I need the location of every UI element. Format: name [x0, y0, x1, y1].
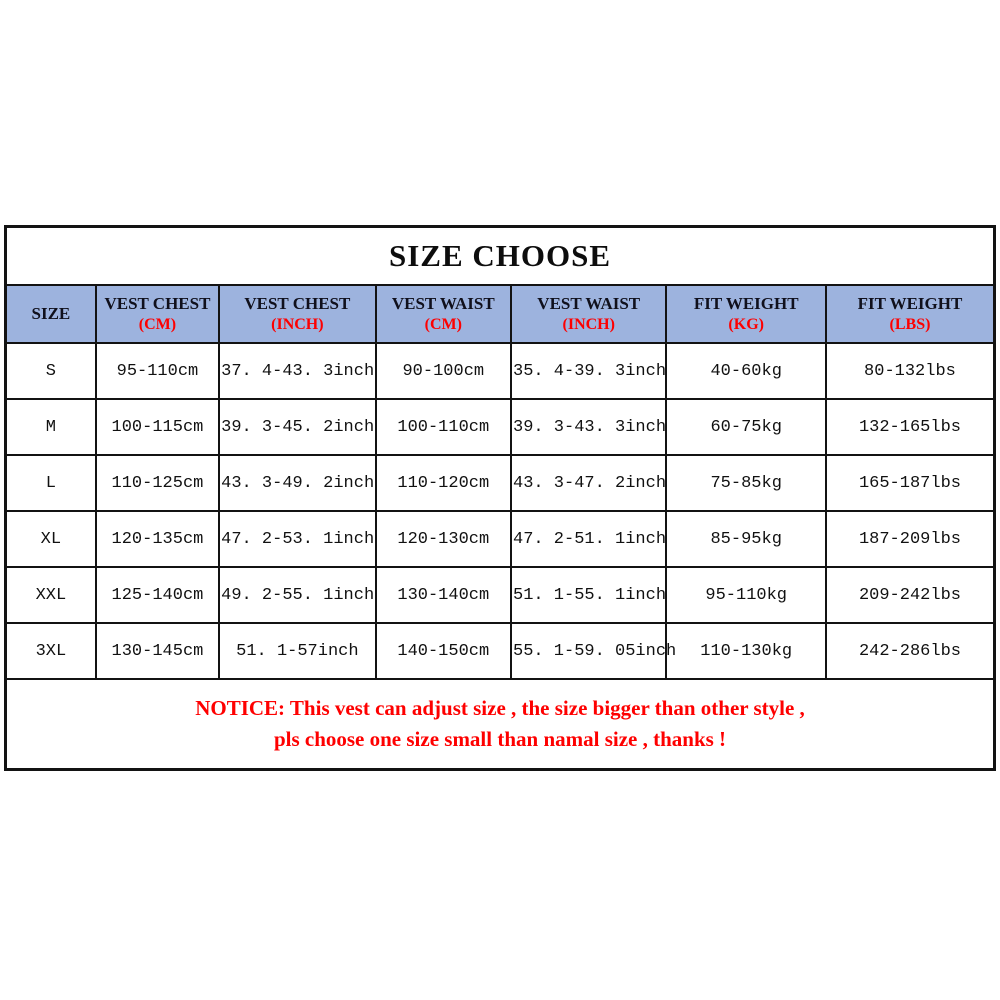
- column-header-unit: (CM): [424, 315, 462, 333]
- measurement-cell: 120-130cm: [376, 511, 511, 567]
- column-header-unit: (INCH): [271, 315, 324, 333]
- measurement-cell: 110-120cm: [376, 455, 511, 511]
- column-header-label: SIZE: [31, 304, 71, 324]
- column-header-label: VEST CHEST: [244, 294, 351, 314]
- size-label-cell: S: [6, 343, 96, 399]
- measurement-cell: 100-115cm: [96, 399, 219, 455]
- measurement-cell: 110-125cm: [96, 455, 219, 511]
- measurement-cell: 40-60kg: [666, 343, 825, 399]
- table-row: [6, 567, 995, 623]
- measurement-cell: 85-95kg: [666, 511, 825, 567]
- measurement-cell: 55. 1-59. 05inch: [511, 623, 666, 679]
- measurement-cell: 130-145cm: [96, 623, 219, 679]
- size-label-cell: L: [6, 455, 96, 511]
- column-header-unit: (CM): [138, 315, 177, 333]
- measurement-cell: 49. 2-55. 1inch: [219, 567, 375, 623]
- column-header-unit: (LBS): [889, 315, 931, 333]
- title-row: [6, 227, 995, 286]
- measurement-cell: 209-242lbs: [826, 567, 995, 623]
- measurement-cell: 132-165lbs: [826, 399, 995, 455]
- size-chart-table: [4, 225, 996, 771]
- table-row: [6, 455, 995, 511]
- notice-line-1: NOTICE: This vest can adjust size , the size bigger than other style ,: [195, 695, 805, 720]
- table-row: [6, 343, 995, 399]
- measurement-cell: 43. 3-47. 2inch: [511, 455, 666, 511]
- measurement-cell: 75-85kg: [666, 455, 825, 511]
- column-header-label: FIT WEIGHT: [857, 294, 963, 314]
- measurement-cell: 95-110cm: [96, 343, 219, 399]
- measurement-cell: 100-110cm: [376, 399, 511, 455]
- measurement-cell: 39. 3-43. 3inch: [511, 399, 666, 455]
- measurement-cell: 51. 1-55. 1inch: [511, 567, 666, 623]
- measurement-cell: 37. 4-43. 3inch: [219, 343, 375, 399]
- column-header: [376, 285, 511, 343]
- measurement-cell: 242-286lbs: [826, 623, 995, 679]
- header-row: [6, 285, 995, 343]
- column-header-label: FIT WEIGHT: [693, 294, 799, 314]
- notice-text: [6, 679, 995, 770]
- measurement-cell: 120-135cm: [96, 511, 219, 567]
- size-label-cell: 3XL: [6, 623, 96, 679]
- measurement-cell: 47. 2-51. 1inch: [511, 511, 666, 567]
- measurement-cell: 110-130kg: [666, 623, 825, 679]
- column-header-unit: (KG): [728, 315, 764, 333]
- column-header: [219, 285, 375, 343]
- measurement-cell: 165-187lbs: [826, 455, 995, 511]
- column-header-unit: (INCH): [562, 315, 615, 333]
- table-row: [6, 511, 995, 567]
- column-header-label: VEST CHEST: [104, 294, 211, 314]
- column-header: [666, 285, 825, 343]
- column-header: [6, 285, 96, 343]
- measurement-cell: 130-140cm: [376, 567, 511, 623]
- column-header-label: VEST WAIST: [391, 294, 495, 314]
- notice-line-2: pls choose one size small than namal size , thanks !: [273, 727, 727, 751]
- measurement-cell: 95-110kg: [666, 567, 825, 623]
- measurement-cell: 187-209lbs: [826, 511, 995, 567]
- measurement-cell: 35. 4-39. 3inch: [511, 343, 666, 399]
- table-row: [6, 399, 995, 455]
- column-header: [511, 285, 666, 343]
- column-header: [826, 285, 995, 343]
- measurement-cell: 43. 3-49. 2inch: [219, 455, 375, 511]
- measurement-cell: 60-75kg: [666, 399, 825, 455]
- table-body: [6, 343, 995, 679]
- column-header: [96, 285, 219, 343]
- measurement-cell: 90-100cm: [376, 343, 511, 399]
- measurement-cell: 80-132lbs: [826, 343, 995, 399]
- size-label-cell: XXL: [6, 567, 96, 623]
- table-title: SIZE CHOOSE: [6, 227, 995, 286]
- measurement-cell: 47. 2-53. 1inch: [219, 511, 375, 567]
- size-label-cell: M: [6, 399, 96, 455]
- table-row: [6, 623, 995, 679]
- measurement-cell: 51. 1-57inch: [219, 623, 375, 679]
- size-label-cell: XL: [6, 511, 96, 567]
- column-header-label: VEST WAIST: [537, 294, 641, 314]
- measurement-cell: 125-140cm: [96, 567, 219, 623]
- measurement-cell: 140-150cm: [376, 623, 511, 679]
- notice-row: [6, 679, 995, 770]
- measurement-cell: 39. 3-45. 2inch: [219, 399, 375, 455]
